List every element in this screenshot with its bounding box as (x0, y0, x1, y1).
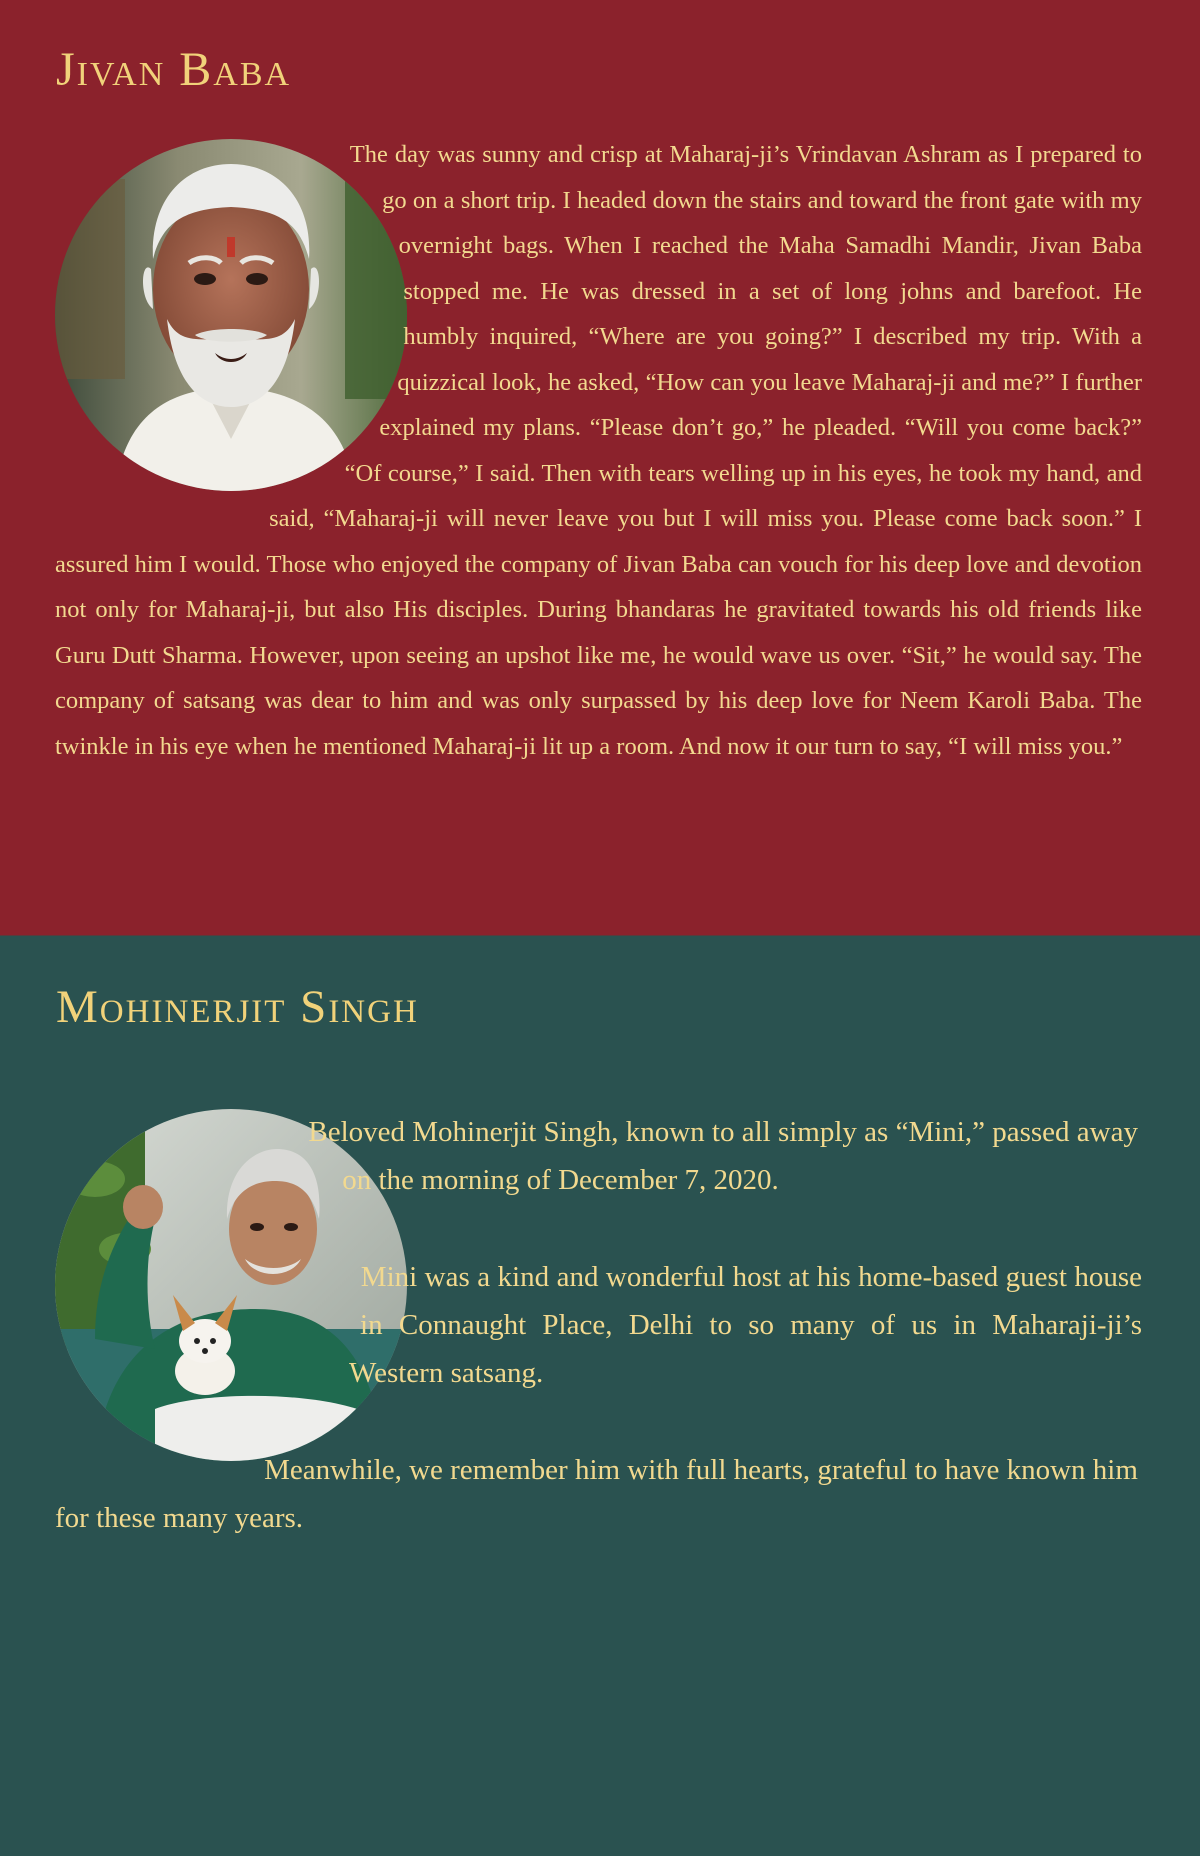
mohinerjit-singh-tribute (55, 1108, 1142, 1591)
mohinerjit-singh-heading: Mohinerjit Singh (56, 981, 419, 1033)
jivan-baba-story (55, 132, 1142, 769)
jivan-baba-story-text: The day was sunny and crisp at Maharaj-ji’s Vrindavan Ashram as I prepared to go on a short trip. I headed down the stairs and toward the front gate with my overnight bags. When I reached the Maha Samadhi Mandir, Jivan Baba stopped me. He was dressed in a set of long johns and barefoot. He humbly inquired, “Where are you going?” I described my trip. With a quizzical look, he asked, “How can you leave Maharaj-ji and me?” I further explained my plans. “Please don’t go,” he pleaded. “Will you come back?” “Of course,” I said. Then with tears welling up in his eyes, he took my hand, and said, “Maharaj-ji will never leave you but I will miss you. Please come back soon.” I assured him I would. Those who enjoyed the company of Jivan Baba can vouch for his deep love and devotion not only for Maharaj-ji, but also His disciples. During bhandaras he gravitated towards his old friends like Guru Dutt Sharma. However, upon seeing an upshot like me, he would wave us over. “Sit,” he would say. The company of satsang was dear to him and was only surpassed by his deep love for Neem Karoli Baba. The twinkle in his eye when he mentioned Maharaj-ji lit up a room. And now it our turn to say, “I will miss you.” (55, 141, 1142, 760)
mohinerjit-singh-section (0, 936, 1200, 1856)
tribute-paragraph-1: Beloved Mohinerjit Singh, known to all simply as “Mini,” passed away on the morning of December 7, 2020. (308, 1116, 1138, 1196)
tribute-paragraph-2: Mini was a kind and wonderful host at his home-based guest house in Connaught Place, Delhi to so many of us in Maharaji-ji’s Western satsang. (349, 1261, 1142, 1389)
tribute-paragraph-3: Meanwhile, we remember him with full hearts, grateful to have known him for these many years. (55, 1454, 1138, 1534)
jivan-baba-heading: Jivan Baba (56, 43, 292, 96)
